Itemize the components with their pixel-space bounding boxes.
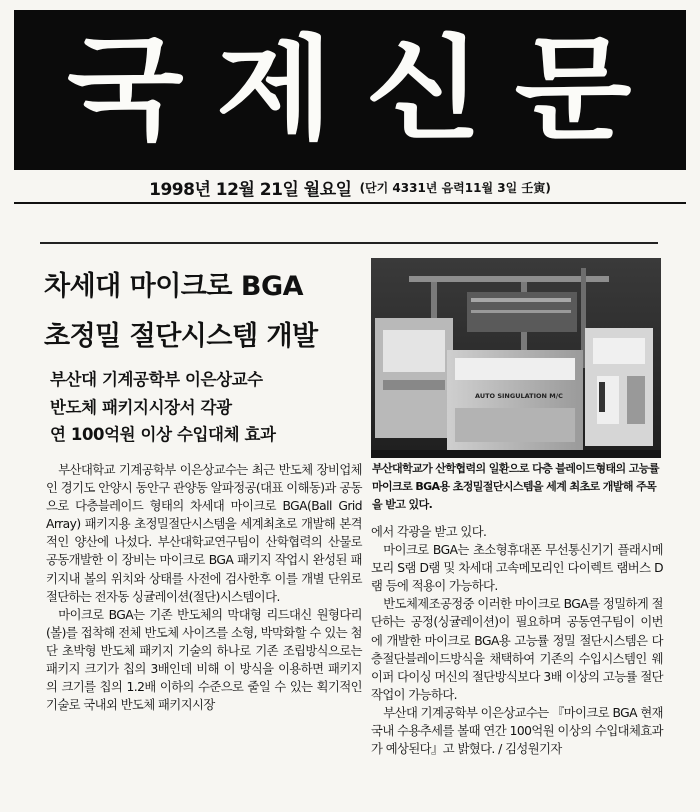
paragraph: 마이크로 BGA는 초소형휴대폰 무선통신기기 플래시메모리 S램 D램 및 차세대 고속메모리인 다이렉트 램버스 D램 등에 적용이 가능하다. <box>371 543 663 594</box>
headline-line: 차세대 마이크로 BGA <box>44 271 304 302</box>
paragraph: 에서 각광을 받고 있다. <box>371 525 487 539</box>
newspaper-title: 국제신문 <box>66 25 664 155</box>
headline <box>44 262 359 362</box>
headline-line: 초정밀 절단시스템 개발 <box>44 321 318 352</box>
subheadline: 반도체 패키지시장서 각광 <box>50 397 232 417</box>
subheadlines <box>50 366 360 449</box>
subheadline: 부산대 기계공학부 이은상교수 <box>50 370 263 389</box>
masthead <box>14 10 686 170</box>
subheadline: 연 100억원 이상 수입대체 효과 <box>50 425 276 444</box>
machine-label: AUTO SINGULATION M/C <box>475 392 563 400</box>
photo-caption: 부산대학교가 산학협력의 일환으로 다층 블레이드형태의 고능률 마이크로 BGA용 초정밀절단시스템을 세계 최초로 개발해 주목을 받고 있다. <box>372 462 659 511</box>
paragraph: 마이크로 BGA는 기존 반도체의 막대형 리드대신 원형다리(볼)를 접착해 전체 반도체 사이즈를 소형, 박막화할 수 있는 첨단 초박형 반도체 패키지 기술의 하나로 기존 조립방식으로는 패키지 크기가 칩의 3배인데 비해 이 방식을 이용하면 패키지의 크기를 칩의 1.2배 이하의 수준으로 줄일 수 있는 획기적인 기술로 국내외 반도체 패키지시장 <box>46 607 362 713</box>
machine-photo <box>371 258 661 458</box>
article-column-left <box>46 461 362 714</box>
dateline <box>14 172 686 204</box>
paragraph: 반도체제조공정중 이러한 마이크로 BGA를 정밀하게 절단하는 공정(싱귤레이션)이 필요하며 공동연구팀이 이번에 개발한 마이크로 BGA용 고능률 정밀 절단시스템은 다층절단블레이드방식을 채택하여 기존의 수입시스템인 웨이퍼 다이싱 머신의 절단방식보다 3배 이상의 고능률 절단작업이 가능하다. <box>371 597 663 702</box>
paragraph: 부산대학교 기계공학부 이은상교수는 최근 반도체 장비업체인 경기도 안양시 동안구 관양동 알파정공(대표 이해동)과 공동으로 다층블레이드 형태의 차세대 마이크로 BGA(Ball Grid Array) 패키지용 초정밀절단시스템을 세계최초로 개발해 본격적인 양산에 나섰다. 부산대학교연구팀이 산학협력의 산물로 공동개발한 이 장비는 마이크로 BGA 패키지 작업시 완성된 패키지내 볼의 위치와 상태를 사전에 검사한후 이를 개별 단위로 절단하는 전자동 싱귤레이션(절단)시스템이다. <box>46 463 362 604</box>
publication-date: 1998년 12월 21일 월요일 <box>149 179 352 200</box>
paragraph: 부산대 기계공학부 이은상교수는 『마이크로 BGA 현재 국내 수용추세를 볼때 연간 100억원 이상의 수입대체효과가 예상된다』고 밝혔다. / 김성원기자 <box>371 705 663 757</box>
lunar-date: (단기 4331년 음력11월 3일 壬寅) <box>359 180 551 195</box>
article-photo <box>371 258 661 458</box>
article-top-rule <box>40 242 658 244</box>
article-column-right <box>371 523 663 758</box>
